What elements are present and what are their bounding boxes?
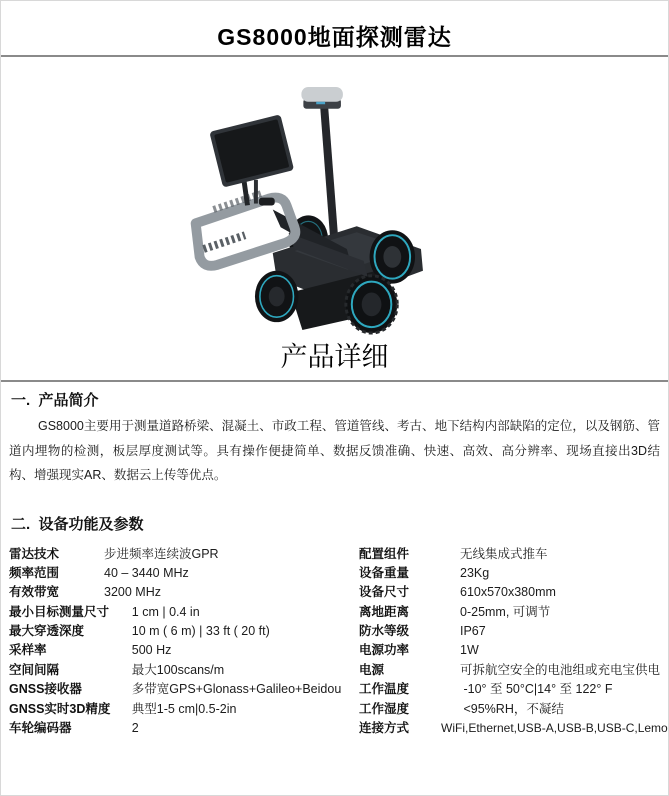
intro-heading: 一. 产品简介 (11, 392, 99, 409)
spec-value: 步进频率连续波GPR (104, 546, 219, 561)
spec-label: 电源 (359, 662, 385, 677)
spec-value: 可拆航空安全的电池组或充电宝供电 (460, 662, 661, 677)
spec-value: 10 m ( 6 m) | 33 ft ( 20 ft) (104, 624, 270, 639)
spec-value: WiFi,Ethernet,USB-A,USB-B,USB-C,Lemo (441, 721, 668, 736)
specs-heading: 二. 设备功能及参数 (11, 515, 144, 533)
spec-label: 电源功率 (359, 643, 410, 658)
spec-value: 610x570x380mm (460, 585, 556, 600)
spec-label: 最大穿透深度 (9, 624, 85, 639)
spec-label: 防水等级 (359, 624, 410, 639)
spec-value: 典型1-5 cm|0.5-2in (104, 701, 237, 716)
product-photo-area (1, 57, 668, 337)
spec-label: 配置组件 (359, 546, 410, 561)
spec-label: GNSS接收器 (9, 682, 82, 697)
spec-label: 车轮编码器 (9, 721, 72, 736)
spec-label: 频率范围 (9, 565, 60, 580)
spec-label: 空间间隔 (9, 662, 60, 677)
spec-value: IP67 (460, 624, 486, 639)
spec-value: 500 Hz (104, 643, 172, 658)
spec-value: 23Kg (460, 565, 490, 580)
spec-value: 1W (460, 643, 479, 658)
gps-antenna (301, 87, 343, 109)
spec-value: -10° 至 50°C|14° 至 122° F (460, 682, 613, 697)
page-title: GS8000地面探测雷达 (217, 24, 452, 50)
spec-table (9, 545, 668, 739)
spec-value: 40 – 3440 MHz (104, 565, 189, 580)
detail-divider (1, 380, 668, 382)
spec-label: 有效带宽 (9, 585, 60, 600)
spec-value: <95%RH，不凝结 (460, 701, 564, 716)
spec-label: 连接方式 (359, 721, 410, 736)
spec-value: 无线集成式推车 (460, 546, 548, 561)
spec-label: GNSS实时3D精度 (9, 701, 111, 716)
spec-value: 3200 MHz (104, 585, 161, 600)
spec-label: 雷达技术 (9, 546, 60, 561)
spec-label: 采样率 (9, 643, 47, 658)
spec-label: 工作温度 (359, 682, 410, 697)
gps-pole (320, 106, 338, 237)
gpr-cart-product-photo (172, 83, 497, 335)
tablet-display (209, 114, 294, 187)
front-right-wheel (346, 276, 397, 333)
spec-label: 设备重量 (359, 565, 410, 580)
spec-value: 1 cm | 0.4 in (104, 604, 200, 619)
spec-label: 最小目标测量尺寸 (9, 604, 110, 619)
spec-value: 多带宽GPS+Glonass+Galileo+Beidou (104, 682, 342, 697)
intro-paragraph: GS8000主要用于测量道路桥梁、混凝土、市政工程、管道管线、考古、地下结构内部缺陷的定位，以及钢筋、管道内埋物的检测，板层厚度测试等。具有操作便捷简单、数据反馈准确、快速、高效、高分辨率、现场直接出3D结构、增强现实AR、数据云上传等优点。 (9, 419, 660, 482)
front-left-wheel (255, 271, 298, 322)
spec-label: 离地距离 (359, 604, 410, 619)
spec-label: 设备尺寸 (359, 585, 410, 600)
spec-value: 2 (104, 721, 139, 736)
spec-value: 0-25mm, 可调节 (460, 604, 551, 619)
detail-section-title: 产品详细 (280, 342, 389, 372)
spec-label: 工作湿度 (359, 701, 410, 716)
spec-value: 最大100scans/m (104, 662, 225, 677)
